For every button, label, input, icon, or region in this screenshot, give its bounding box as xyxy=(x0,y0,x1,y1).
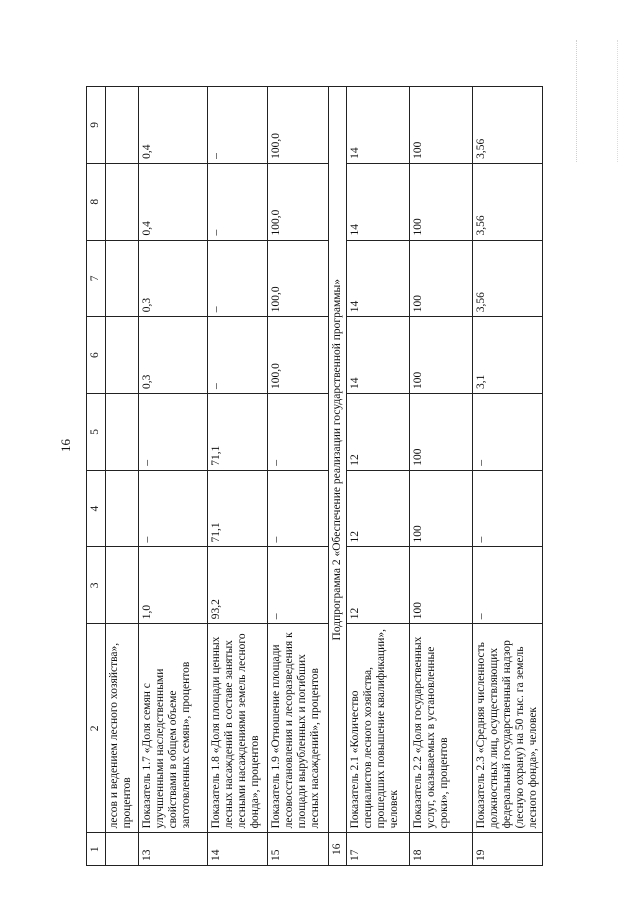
value-cell: – xyxy=(139,394,208,471)
table-row xyxy=(268,87,329,866)
value-cell: 100 xyxy=(410,240,473,317)
indicator-description: Показатель 2.2 «Доля государственных услуг, оказываемых в установленные сроки», процентов xyxy=(410,624,473,833)
header-cell: 3 xyxy=(87,547,106,624)
indicators-table xyxy=(86,86,543,866)
row-number: 18 xyxy=(410,833,473,866)
value-cell: – xyxy=(208,317,268,394)
header-cell: 2 xyxy=(87,624,106,833)
table-row xyxy=(347,87,410,866)
value-cell: 3,1 xyxy=(473,317,543,394)
value-cell: 100,0 xyxy=(268,87,329,164)
value-cell: – xyxy=(473,547,543,624)
section-row xyxy=(329,87,347,866)
value-cell: 100,0 xyxy=(268,317,329,394)
value-cell: 100 xyxy=(410,394,473,471)
value-cell: – xyxy=(268,547,329,624)
row-number: 16 xyxy=(329,833,347,866)
value-cell: 14 xyxy=(347,163,410,240)
section-title: Подпрограмма 2 «Обеспечение реализации государственной программы» xyxy=(329,87,347,833)
value-cell: – xyxy=(268,470,329,547)
indicator-description: Показатель 2.3 «Средняя численность должностных лиц, осуществляющих федеральный государственный надзор (лесную охрану) на 50 тыс. га земель лесного фонда», человек xyxy=(473,624,543,833)
header-cell: 9 xyxy=(87,87,106,164)
value-cell: 0,4 xyxy=(139,163,208,240)
value-cell: 100 xyxy=(410,547,473,624)
value-cell: 1,0 xyxy=(139,547,208,624)
row-number: 19 xyxy=(473,833,543,866)
value-cell: – xyxy=(268,394,329,471)
value-cell: 100 xyxy=(410,317,473,394)
table-row xyxy=(139,87,208,866)
value-cell: 100,0 xyxy=(268,240,329,317)
indicator-description: Показатель 2.1 «Количество специалистов лесного хозяйства, прошедших повышение квалификации», человек xyxy=(347,624,410,833)
value-cell: 3,56 xyxy=(473,87,543,164)
indicator-description: Показатель 1.9 «Отношение площади лесовосстановления и лесоразведения к площади вырубленных и погибших лесных насаждений», процентов xyxy=(268,624,329,833)
value-cell: – xyxy=(473,470,543,547)
indicator-description: лесов и ведением лесного хозяйства», процентов xyxy=(106,624,139,833)
value-cell: 3,56 xyxy=(473,240,543,317)
value-cell: 93,2 xyxy=(208,547,268,624)
value-cell: 71,1 xyxy=(208,394,268,471)
indicator-description: Показатель 1.7 «Доля семян с улучшенными наследственными свойствами в общем объеме заготовленных семян», процентов xyxy=(139,624,208,833)
header-cell: 5 xyxy=(87,394,106,471)
row-number: 15 xyxy=(268,833,329,866)
row-number: 17 xyxy=(347,833,410,866)
value-cell: 12 xyxy=(347,547,410,624)
value-cell: 14 xyxy=(347,87,410,164)
value-cell: 14 xyxy=(347,317,410,394)
value-cell: – xyxy=(473,394,543,471)
value-cell: – xyxy=(139,470,208,547)
value-cell: 0,3 xyxy=(139,240,208,317)
value-cell: 100,0 xyxy=(268,163,329,240)
row-number: 14 xyxy=(208,833,268,866)
header-cell: 4 xyxy=(87,470,106,547)
value-cell xyxy=(106,394,139,471)
value-cell: 100 xyxy=(410,470,473,547)
rotated-table-wrapper xyxy=(86,86,590,866)
header-cell: 1 xyxy=(87,833,106,866)
value-cell xyxy=(106,317,139,394)
value-cell: 3,56 xyxy=(473,163,543,240)
page-number: 16 xyxy=(58,439,73,452)
value-cell: 100 xyxy=(410,87,473,164)
value-cell xyxy=(106,87,139,164)
value-cell: – xyxy=(208,87,268,164)
value-cell: 14 xyxy=(347,240,410,317)
row-number: 13 xyxy=(139,833,208,866)
value-cell: 12 xyxy=(347,394,410,471)
table-row xyxy=(106,87,139,866)
header-cell: 6 xyxy=(87,317,106,394)
value-cell xyxy=(106,470,139,547)
value-cell xyxy=(106,163,139,240)
value-cell: 0,4 xyxy=(139,87,208,164)
value-cell xyxy=(106,547,139,624)
value-cell: 0,3 xyxy=(139,317,208,394)
table-header-row xyxy=(87,87,106,866)
value-cell xyxy=(106,240,139,317)
table-row xyxy=(473,87,543,866)
value-cell: – xyxy=(208,240,268,317)
value-cell: – xyxy=(208,163,268,240)
indicator-description: Показатель 1.8 «Доля площади ценных лесных насаждений в составе занятых лесными насаждениями земель лесного фонда», процентов xyxy=(208,624,268,833)
header-cell: 8 xyxy=(87,163,106,240)
table-row xyxy=(410,87,473,866)
row-number xyxy=(106,833,139,866)
value-cell: 71,1 xyxy=(208,470,268,547)
table-row xyxy=(208,87,268,866)
value-cell: 100 xyxy=(410,163,473,240)
header-cell: 7 xyxy=(87,240,106,317)
value-cell: 12 xyxy=(347,470,410,547)
